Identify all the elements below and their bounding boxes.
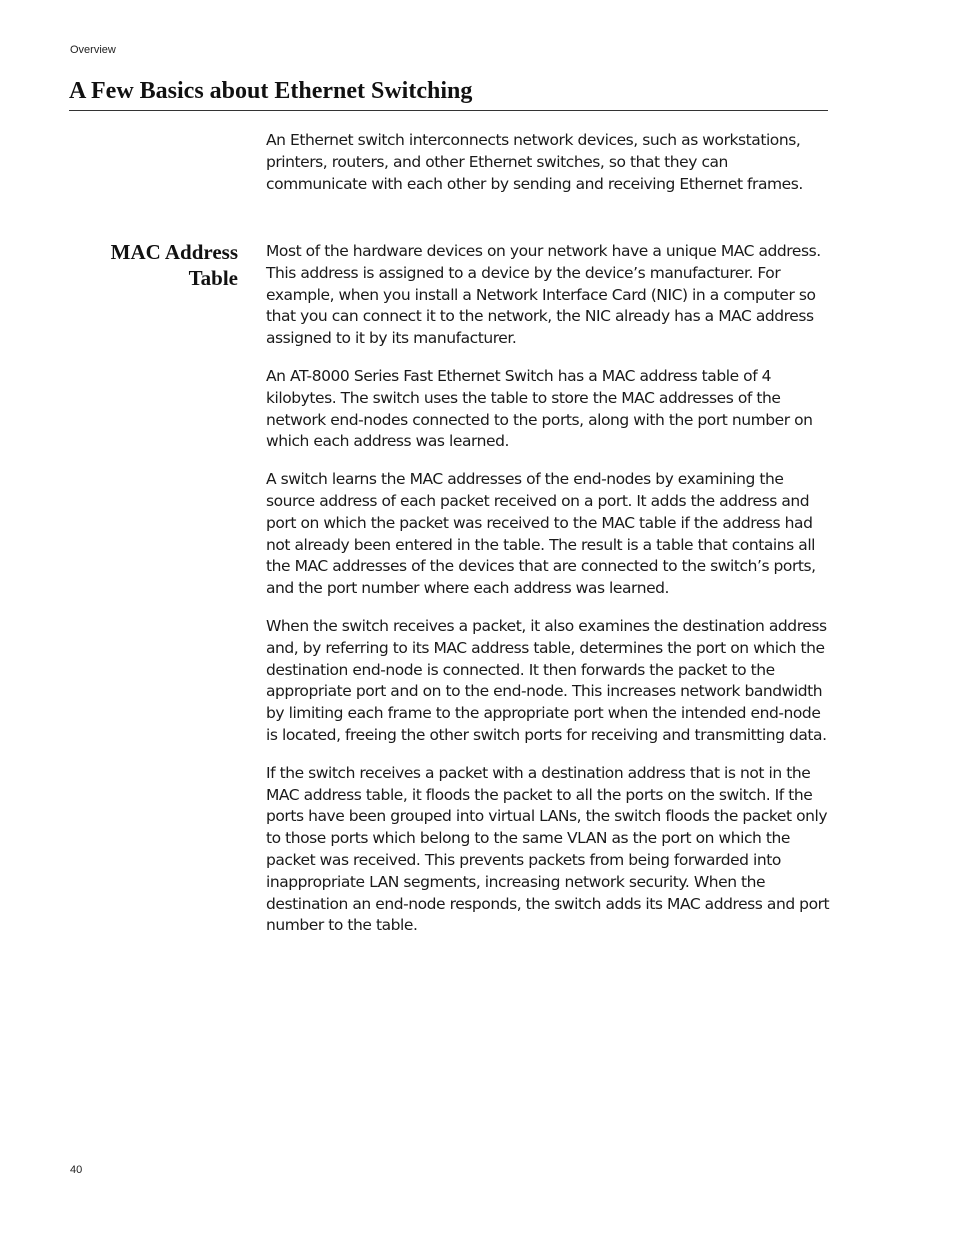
page-number: 40 bbox=[70, 1164, 83, 1176]
intro-paragraph: An Ethernet switch interconnects network devices, such as workstations, printers, routers, and other Ethernet switches, so that they can communicate with each other by sending and receiving Ethernet frames. bbox=[266, 131, 803, 193]
body-paragraph: Most of the hardware devices on your network have a unique MAC address. This address is assigned to a device by the device’s manufacturer. For example, when you install a Network Interface Card (NIC) in a computer so that you can connect it to the network, the NIC already has a MAC address assigned to it by its manufacturer. bbox=[266, 242, 821, 348]
title-rule bbox=[69, 110, 828, 111]
body-paragraph: A switch learns the MAC addresses of the end-nodes by examining the source address of each packet received on a port. It adds the address and port on which the packet was received to the MAC table if the address had not already been entered in the table. The result is a table that contains all the MAC addresses of the devices that are connected to the switch’s ports, and the port number where each address was learned. bbox=[266, 470, 816, 598]
body-paragraph: An AT-8000 Series Fast Ethernet Switch has a MAC address table of 4 kilobytes. The switch uses the table to store the MAC addresses of the network end-nodes connected to the ports, along with the port number on which each address was learned. bbox=[266, 366, 813, 451]
page-title: A Few Basics about Ethernet Switching bbox=[69, 78, 473, 104]
running-header: Overview bbox=[70, 44, 116, 56]
body-paragraph: If the switch receives a packet with a destination address that is not in the MAC address table, it floods the packet to all the ports on the switch. If the ports have been grouped into virtual LANs, the switch floods the packet only to those ports which belong to the same VLAN as the port on which the packet was received. This prevents packets from being forwarded into inappropriate LAN segments, increasing network security. When the destination an end-node responds, the switch adds its MAC address and port number to the table. bbox=[266, 763, 830, 935]
body-paragraph: When the switch receives a packet, it also examines the destination address and, by referring to its MAC address table, determines the port on which the destination end-node is connected. It then forwards the packet to the appropriate port and on to the end-node. This increases network bandwidth by limiting each frame to the appropriate port when the intended end-node is located, freeing the other switch ports for receiving and transmitting data. bbox=[266, 616, 827, 744]
section-body bbox=[266, 241, 832, 953]
section-heading: MAC Address Table bbox=[110, 240, 238, 290]
